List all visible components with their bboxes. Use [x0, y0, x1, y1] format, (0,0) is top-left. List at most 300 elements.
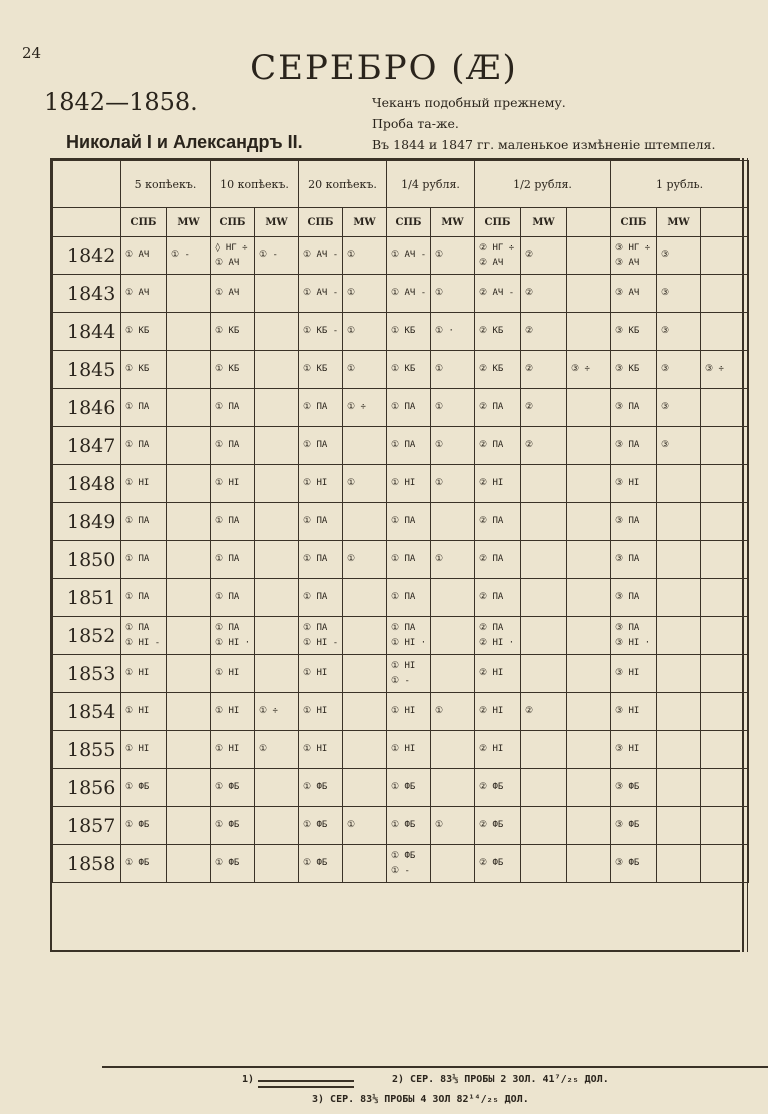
header-20-kopeks: 20 копѣекъ.	[299, 161, 387, 208]
coin-cell	[343, 313, 387, 351]
page-title: СЕРЕБРО (Æ)	[250, 48, 518, 88]
coin-cell	[567, 617, 611, 655]
coin-mark: ② НІ	[479, 706, 504, 716]
coin-cell	[387, 237, 431, 275]
table-row	[53, 845, 749, 883]
coin-mark: ② ПА	[479, 402, 504, 412]
coin-cell	[431, 769, 475, 807]
coin-cell	[521, 617, 567, 655]
coin-cell	[521, 427, 567, 465]
coin-cell	[343, 845, 387, 883]
coin-cell	[387, 275, 431, 313]
coin-cell	[521, 769, 567, 807]
year-cell: 1844	[53, 313, 121, 351]
coin-cell	[657, 541, 701, 579]
coin-cell	[701, 237, 749, 275]
note-3: Въ 1844 и 1847 гг. маленькое измѣненіе штемпеля.	[372, 137, 716, 152]
coin-cell	[121, 275, 167, 313]
table-row	[53, 427, 749, 465]
coin-cell	[343, 237, 387, 275]
coin-mark: ① АЧ -	[391, 250, 427, 260]
coin-cell	[475, 655, 521, 693]
coin-mark: ① НІ ·	[391, 637, 427, 648]
coin-cell	[387, 427, 431, 465]
coin-mark: ② ПА	[479, 592, 504, 602]
coin-mark: ① -	[171, 250, 190, 260]
year-cell: 1857	[53, 807, 121, 845]
table-row	[53, 579, 749, 617]
coin-cell	[255, 389, 299, 427]
coin-cell	[521, 693, 567, 731]
coin-mark: ① ПА	[303, 622, 328, 633]
coin-cell	[299, 237, 343, 275]
coin-cell	[567, 807, 611, 845]
coin-cell	[701, 351, 749, 389]
coin-cell	[567, 503, 611, 541]
coin-mark: ① КБ -	[303, 326, 339, 336]
coin-mark: ③ КБ	[615, 326, 640, 336]
coin-cell	[657, 465, 701, 503]
coin-mark: ① КБ	[303, 364, 328, 374]
table-row	[53, 769, 749, 807]
coin-cell	[611, 769, 657, 807]
coin-cell	[167, 351, 211, 389]
coin-mark: ① ФБ	[303, 820, 328, 830]
coin-cell	[167, 313, 211, 351]
coin-mark: ③ АЧ	[615, 257, 640, 268]
coin-mark: ③	[661, 326, 670, 336]
coin-cell	[255, 313, 299, 351]
table-row	[53, 503, 749, 541]
coin-cell	[299, 655, 343, 693]
header-10-kopeks: 10 копѣекъ.	[211, 161, 299, 208]
note-1: Чеканъ подобный прежнему.	[372, 95, 566, 110]
coin-mark: ① ПА	[125, 516, 150, 526]
coin-mark: ① ФБ	[391, 850, 416, 861]
coin-cell	[431, 465, 475, 503]
coin-cell	[299, 693, 343, 731]
coin-mark: ①	[347, 478, 356, 488]
coin-cell	[431, 541, 475, 579]
coin-cell	[521, 275, 567, 313]
coin-mark: ① АЧ	[125, 250, 150, 260]
coin-mark: ① НІ ·	[215, 637, 251, 648]
coin-cell	[611, 465, 657, 503]
coin-mark: ③ НГ ÷	[615, 242, 651, 253]
coin-mark: ◊ НГ ÷	[215, 242, 248, 253]
coin-mark: ① НІ -	[303, 637, 339, 648]
coin-cell	[387, 579, 431, 617]
coin-cell	[167, 275, 211, 313]
coin-cell	[121, 427, 167, 465]
coin-cell	[657, 769, 701, 807]
coin-cell	[387, 313, 431, 351]
coin-mark: ① НІ	[215, 744, 240, 754]
coin-cell	[167, 731, 211, 769]
year-cell: 1851	[53, 579, 121, 617]
mint-header: MW	[657, 208, 701, 237]
year-cell: 1855	[53, 731, 121, 769]
coin-cell	[475, 769, 521, 807]
coin-cell	[167, 693, 211, 731]
coin-cell	[475, 845, 521, 883]
coin-mark: ①	[435, 554, 444, 564]
coin-mark: ③	[661, 402, 670, 412]
coin-cell	[521, 541, 567, 579]
coin-cell	[657, 503, 701, 541]
coin-mark: ① ПА	[303, 516, 328, 526]
coin-cell	[567, 579, 611, 617]
coin-cell	[211, 655, 255, 693]
coin-mark: ① ПА	[125, 622, 150, 633]
coin-cell	[431, 275, 475, 313]
coin-cell	[387, 845, 431, 883]
coin-cell	[611, 807, 657, 845]
coin-mark: ③ ÷	[705, 364, 724, 374]
coin-cell	[299, 845, 343, 883]
coin-mark: ① ПА	[215, 554, 240, 564]
coin-mark: ① НІ	[215, 706, 240, 716]
coin-mark: ① НІ	[215, 668, 240, 678]
coin-cell	[299, 351, 343, 389]
coin-cell	[701, 845, 749, 883]
coin-mark: ②	[525, 440, 534, 450]
coin-cell	[255, 769, 299, 807]
coin-mark: ① ФБ	[215, 820, 240, 830]
coin-cell	[611, 541, 657, 579]
header-quarter-ruble: 1/4 рубля.	[387, 161, 475, 208]
coin-mark: ① -	[259, 250, 278, 260]
coin-cell	[211, 465, 255, 503]
coin-mark: ② НІ	[479, 478, 504, 488]
coin-cell	[611, 351, 657, 389]
coin-cell	[431, 845, 475, 883]
coin-mark: ①	[435, 288, 444, 298]
coin-cell	[567, 237, 611, 275]
coin-mark: ② НГ ÷	[479, 242, 515, 253]
coin-mark: ③	[661, 440, 670, 450]
coin-mark: ③ ÷	[571, 364, 590, 374]
coin-cell	[167, 807, 211, 845]
coin-cell	[611, 845, 657, 883]
coin-mark: ① ПА	[215, 622, 240, 633]
coin-mark: ① ПА	[391, 516, 416, 526]
coin-cell	[343, 351, 387, 389]
coin-cell	[431, 655, 475, 693]
coin-mark: ③ НІ ·	[615, 637, 651, 648]
year-cell: 1854	[53, 693, 121, 731]
coin-mark: ② АЧ	[479, 257, 504, 268]
coin-cell	[211, 769, 255, 807]
coin-cell	[121, 807, 167, 845]
coin-cell	[387, 351, 431, 389]
coin-mark: ③ ПА	[615, 440, 640, 450]
coin-cell	[431, 389, 475, 427]
coin-cell	[567, 845, 611, 883]
coin-cell	[387, 389, 431, 427]
coin-cell	[521, 579, 567, 617]
mint-header-row	[53, 208, 749, 237]
table-row	[53, 731, 749, 769]
coin-mark: ① ФБ	[215, 782, 240, 792]
coin-mark: ① ПА	[303, 592, 328, 602]
coin-cell	[255, 237, 299, 275]
coin-mark: ③ ПА	[615, 516, 640, 526]
coin-mark: ① ПА	[391, 622, 416, 633]
coin-cell	[567, 465, 611, 503]
coin-mark: ① КБ	[125, 326, 150, 336]
coin-table	[50, 158, 740, 1105]
coin-cell	[431, 807, 475, 845]
year-cell: 1845	[53, 351, 121, 389]
coin-cell	[211, 617, 255, 655]
coin-mark: ① АЧ	[215, 288, 240, 298]
coin-cell	[343, 693, 387, 731]
mint-header: СПБ	[611, 208, 657, 237]
mint-header	[567, 208, 611, 237]
coin-cell	[701, 769, 749, 807]
coin-cell	[255, 541, 299, 579]
coin-cell	[521, 313, 567, 351]
coin-cell	[343, 579, 387, 617]
coin-cell	[121, 541, 167, 579]
coin-mark: ① НІ -	[125, 637, 161, 648]
coin-mark: ① ПА	[391, 402, 416, 412]
table-row	[53, 351, 749, 389]
coin-mark: ① АЧ -	[391, 288, 427, 298]
coin-mark: ③ НІ	[615, 744, 640, 754]
coin-mark: ① ПА	[391, 440, 416, 450]
coin-cell	[567, 351, 611, 389]
header-half-ruble: 1/2 рубля.	[475, 161, 611, 208]
coin-mark: ① НІ	[303, 668, 328, 678]
coin-cell	[387, 617, 431, 655]
coin-cell	[611, 503, 657, 541]
coin-cell	[657, 655, 701, 693]
coin-cell	[211, 313, 255, 351]
coin-mark: ① ·	[435, 326, 454, 336]
coin-mark: ① ФБ	[303, 858, 328, 868]
table-row	[53, 275, 749, 313]
coin-cell	[431, 579, 475, 617]
coin-mark: ② ПА	[479, 622, 504, 633]
coin-mark: ① НІ	[303, 706, 328, 716]
coin-cell	[167, 579, 211, 617]
coin-cell	[611, 313, 657, 351]
coin-mark: ① ФБ	[125, 782, 150, 792]
coin-mark: ①	[259, 744, 268, 754]
coin-cell	[121, 237, 167, 275]
coin-mark: ① -	[391, 675, 410, 686]
year-cell: 1849	[53, 503, 121, 541]
coin-mark: ①	[347, 820, 356, 830]
coin-cell	[211, 275, 255, 313]
coin-cell	[475, 389, 521, 427]
coin-cell	[475, 731, 521, 769]
coin-cell	[521, 237, 567, 275]
coin-cell	[167, 541, 211, 579]
coin-cell	[431, 693, 475, 731]
coin-mark: ① ÷	[259, 706, 278, 716]
footnote-1-rule	[258, 1080, 354, 1088]
coin-mark: ① НІ	[391, 660, 416, 671]
coin-mark: ③ ФБ	[615, 782, 640, 792]
coin-mark: ②	[525, 706, 534, 716]
coin-mark: ② ФБ	[479, 858, 504, 868]
year-cell: 1852	[53, 617, 121, 655]
coin-cell	[567, 769, 611, 807]
coin-cell	[701, 427, 749, 465]
year-range: 1842—1858.	[44, 88, 198, 116]
coin-cell	[657, 275, 701, 313]
coin-mark: ③	[661, 364, 670, 374]
coin-cell	[387, 503, 431, 541]
coin-cell	[121, 465, 167, 503]
table-row	[53, 389, 749, 427]
year-cell: 1856	[53, 769, 121, 807]
coin-cell	[299, 427, 343, 465]
coin-mark: ③ НІ	[615, 668, 640, 678]
coin-mark: ② КБ	[479, 364, 504, 374]
coin-mark: ③ ПА	[615, 554, 640, 564]
coin-cell	[611, 655, 657, 693]
coin-mark: ① ПА	[303, 402, 328, 412]
coin-mark: ① ФБ	[215, 858, 240, 868]
coin-mark: ③	[661, 288, 670, 298]
coin-cell	[475, 693, 521, 731]
coin-cell	[299, 617, 343, 655]
coin-cell	[611, 693, 657, 731]
coin-cell	[343, 769, 387, 807]
corner-cell	[53, 161, 121, 208]
coin-cell	[567, 313, 611, 351]
coin-cell	[611, 427, 657, 465]
coin-mark: ② НІ ·	[479, 637, 515, 648]
coin-mark: ① ФБ	[391, 820, 416, 830]
mint-header: MW	[431, 208, 475, 237]
coin-cell	[167, 427, 211, 465]
coin-mark: ① ПА	[125, 592, 150, 602]
coin-mark: ①	[347, 326, 356, 336]
coin-mark: ③ ПА	[615, 592, 640, 602]
coin-cell	[657, 731, 701, 769]
coin-cell	[657, 313, 701, 351]
table-row	[53, 237, 749, 275]
table-row	[53, 655, 749, 693]
year-cell: 1853	[53, 655, 121, 693]
coin-cell	[567, 541, 611, 579]
mint-header: СПБ	[121, 208, 167, 237]
mint-header: MW	[255, 208, 299, 237]
coin-cell	[521, 655, 567, 693]
coin-cell	[121, 693, 167, 731]
year-cell: 1850	[53, 541, 121, 579]
coin-mark: ① ФБ	[391, 782, 416, 792]
note-2: Проба та-же.	[372, 116, 459, 131]
coin-mark: ③	[661, 250, 670, 260]
coin-cell	[701, 617, 749, 655]
coin-cell	[611, 617, 657, 655]
coin-cell	[387, 465, 431, 503]
coin-cell	[431, 617, 475, 655]
coin-cell	[521, 389, 567, 427]
coin-mark: ① АЧ	[215, 257, 240, 268]
coin-mark: ③ ФБ	[615, 858, 640, 868]
coin-cell	[431, 313, 475, 351]
coin-cell	[211, 807, 255, 845]
coin-mark: ① НІ	[303, 744, 328, 754]
coin-cell	[121, 769, 167, 807]
coin-mark: ① НІ	[303, 478, 328, 488]
coin-cell	[657, 389, 701, 427]
coin-cell	[343, 427, 387, 465]
coin-cell	[167, 617, 211, 655]
coin-cell	[255, 655, 299, 693]
coin-mark: ①	[435, 478, 444, 488]
coin-mark: ① НІ	[391, 744, 416, 754]
coin-cell	[255, 693, 299, 731]
coin-cell	[255, 617, 299, 655]
year-cell: 1848	[53, 465, 121, 503]
coin-cell	[431, 427, 475, 465]
mint-header	[701, 208, 749, 237]
coin-cell	[121, 389, 167, 427]
coin-cell	[167, 503, 211, 541]
coin-mark: ① ПА	[215, 440, 240, 450]
coin-cell	[299, 503, 343, 541]
coin-mark: ③ АЧ	[615, 288, 640, 298]
coin-cell	[211, 351, 255, 389]
coin-mark: ① ПА	[303, 440, 328, 450]
coin-mark: ① НІ	[215, 478, 240, 488]
coin-cell	[657, 693, 701, 731]
coin-cell	[211, 845, 255, 883]
coin-cell	[701, 579, 749, 617]
coin-cell	[701, 313, 749, 351]
coin-cell	[475, 579, 521, 617]
coin-mark: ①	[435, 820, 444, 830]
mint-header: СПБ	[387, 208, 431, 237]
coin-mark: ②	[525, 402, 534, 412]
coin-mark: ③ НІ	[615, 478, 640, 488]
header-1-ruble: 1 рубль.	[611, 161, 749, 208]
coin-cell	[475, 351, 521, 389]
footnotes	[102, 1066, 768, 1114]
coin-cell	[121, 845, 167, 883]
coin-cell	[521, 807, 567, 845]
denomination-header-row	[53, 161, 749, 208]
coin-mark: ① НІ	[391, 478, 416, 488]
coin-cell	[299, 769, 343, 807]
coin-cell	[521, 351, 567, 389]
year-cell: 1842	[53, 237, 121, 275]
coin-cell	[343, 275, 387, 313]
coin-cell	[475, 465, 521, 503]
coin-mark: ②	[525, 326, 534, 336]
coin-mark: ② АЧ -	[479, 288, 515, 298]
coin-mark: ③ НІ	[615, 706, 640, 716]
table-row	[53, 541, 749, 579]
coin-cell	[387, 655, 431, 693]
coin-cell	[121, 655, 167, 693]
coin-cell	[701, 275, 749, 313]
coin-cell	[211, 427, 255, 465]
coin-cell	[475, 427, 521, 465]
coin-cell	[211, 731, 255, 769]
coin-cell	[657, 427, 701, 465]
coin-mark: ① ÷	[347, 402, 366, 412]
coin-cell	[211, 503, 255, 541]
